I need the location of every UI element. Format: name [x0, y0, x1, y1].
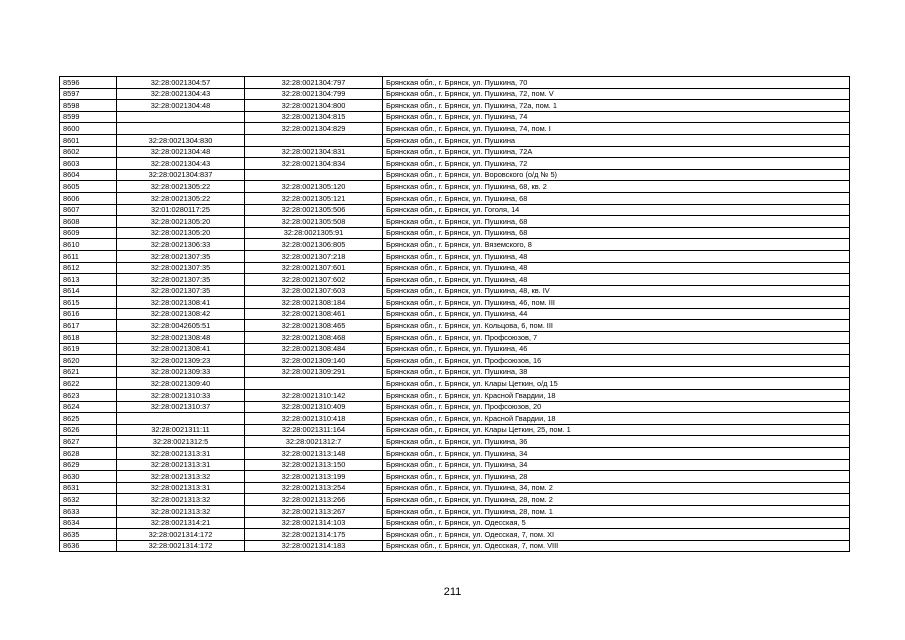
address-cell: Брянская обл., г. Брянск, ул. Кольцова, 6, пом. III — [383, 320, 850, 332]
row-number-cell: 8621 — [60, 366, 117, 378]
object-cadastral-number-cell: 32:28:0021304:800 — [245, 100, 383, 112]
row-number-cell: 8627 — [60, 436, 117, 448]
land-cadastral-number-cell: 32:28:0021311:11 — [117, 424, 245, 436]
address-cell: Брянская обл., г. Брянск, ул. Пушкина, 68 — [383, 227, 850, 239]
address-cell: Брянская обл., г. Брянск, ул. Пушкина, 48 — [383, 274, 850, 286]
land-cadastral-number-cell: 32:28:0021304:837 — [117, 169, 245, 181]
address-cell: Брянская обл., г. Брянск, ул. Гоголя, 14 — [383, 204, 850, 216]
table-row — [60, 308, 850, 320]
table-body — [60, 77, 850, 552]
land-cadastral-number-cell — [117, 413, 245, 425]
address-cell: Брянская обл., г. Брянск, ул. Пушкина, 28, пом. 1 — [383, 505, 850, 517]
row-number-cell: 8611 — [60, 250, 117, 262]
land-cadastral-number-cell: 32:28:0021309:23 — [117, 355, 245, 367]
address-cell: Брянская обл., г. Брянск, ул. Пушкина, 46, пом. III — [383, 297, 850, 309]
row-number-cell: 8607 — [60, 204, 117, 216]
object-cadastral-number-cell: 32:28:0021308:468 — [245, 332, 383, 344]
land-cadastral-number-cell: 32:28:0021305:22 — [117, 192, 245, 204]
row-number-cell: 8597 — [60, 88, 117, 100]
address-cell: Брянская обл., г. Брянск, ул. Пушкина, 46 — [383, 343, 850, 355]
object-cadastral-number-cell — [245, 169, 383, 181]
table-row — [60, 366, 850, 378]
land-cadastral-number-cell: 32:28:0021304:48 — [117, 146, 245, 158]
address-cell: Брянская обл., г. Брянск, ул. Красной Гвардии, 18 — [383, 413, 850, 425]
object-cadastral-number-cell: 32:28:0021314:183 — [245, 540, 383, 552]
table-row — [60, 158, 850, 170]
object-cadastral-number-cell: 32:28:0021313:150 — [245, 459, 383, 471]
row-number-cell: 8628 — [60, 448, 117, 460]
land-cadastral-number-cell: 32:28:0021305:20 — [117, 216, 245, 228]
land-cadastral-number-cell: 32:28:0021304:48 — [117, 100, 245, 112]
table-row — [60, 285, 850, 297]
land-cadastral-number-cell: 32:28:0021314:172 — [117, 529, 245, 541]
table-row — [60, 529, 850, 541]
land-cadastral-number-cell: 32:28:0021314:21 — [117, 517, 245, 529]
address-cell: Брянская обл., г. Брянск, ул. Пушкина, 48, кв. IV — [383, 285, 850, 297]
table-row — [60, 343, 850, 355]
object-cadastral-number-cell: 32:28:0021307:218 — [245, 250, 383, 262]
row-number-cell: 8615 — [60, 297, 117, 309]
object-cadastral-number-cell: 32:28:0021305:120 — [245, 181, 383, 193]
object-cadastral-number-cell: 32:28:0021314:175 — [245, 529, 383, 541]
table-row — [60, 77, 850, 89]
table-row — [60, 494, 850, 506]
address-cell: Брянская обл., г. Брянск, ул. Пушкина, 48 — [383, 250, 850, 262]
address-cell: Брянская обл., г. Брянск, ул. Пушкина, 70 — [383, 77, 850, 89]
land-cadastral-number-cell: 32:28:0021304:43 — [117, 88, 245, 100]
object-cadastral-number-cell: 32:28:0021304:831 — [245, 146, 383, 158]
land-cadastral-number-cell: 32:01:0280117:25 — [117, 204, 245, 216]
address-cell: Брянская обл., г. Брянск, ул. Профсоюзов, 16 — [383, 355, 850, 367]
row-number-cell: 8610 — [60, 239, 117, 251]
address-cell: Брянская обл., г. Брянск, ул. Пушкина, 72 — [383, 158, 850, 170]
object-cadastral-number-cell: 32:28:0021304:799 — [245, 88, 383, 100]
row-number-cell: 8612 — [60, 262, 117, 274]
table-row — [60, 146, 850, 158]
table-row — [60, 320, 850, 332]
row-number-cell: 8631 — [60, 482, 117, 494]
table-row — [60, 401, 850, 413]
address-cell: Брянская обл., г. Брянск, ул. Пушкина, 38 — [383, 366, 850, 378]
row-number-cell: 8616 — [60, 308, 117, 320]
address-cell: Брянская обл., г. Брянск, ул. Пушкина — [383, 134, 850, 146]
object-cadastral-number-cell: 32:28:0021314:103 — [245, 517, 383, 529]
object-cadastral-number-cell: 32:28:0021308:465 — [245, 320, 383, 332]
land-cadastral-number-cell: 32:28:0021304:57 — [117, 77, 245, 89]
land-cadastral-number-cell: 32:28:0021304:43 — [117, 158, 245, 170]
table-row — [60, 111, 850, 123]
row-number-cell: 8622 — [60, 378, 117, 390]
table-row — [60, 262, 850, 274]
row-number-cell: 8609 — [60, 227, 117, 239]
land-cadastral-number-cell — [117, 111, 245, 123]
object-cadastral-number-cell — [245, 134, 383, 146]
table-row — [60, 448, 850, 460]
object-cadastral-number-cell: 32:28:0021313:267 — [245, 505, 383, 517]
row-number-cell: 8634 — [60, 517, 117, 529]
object-cadastral-number-cell: 32:28:0021313:266 — [245, 494, 383, 506]
table-row — [60, 204, 850, 216]
address-cell: Брянская обл., г. Брянск, ул. Профсоюзов, 20 — [383, 401, 850, 413]
address-cell: Брянская обл., г. Брянск, ул. Пушкина, 68 — [383, 192, 850, 204]
land-cadastral-number-cell: 32:28:0021308:42 — [117, 308, 245, 320]
table-row — [60, 459, 850, 471]
object-cadastral-number-cell: 32:28:0021305:121 — [245, 192, 383, 204]
row-number-cell: 8626 — [60, 424, 117, 436]
address-cell: Брянская обл., г. Брянск, ул. Пушкина, 72А — [383, 146, 850, 158]
row-number-cell: 8623 — [60, 390, 117, 402]
table-row — [60, 471, 850, 483]
row-number-cell: 8632 — [60, 494, 117, 506]
table-row — [60, 436, 850, 448]
row-number-cell: 8617 — [60, 320, 117, 332]
object-cadastral-number-cell: 32:28:0021307:603 — [245, 285, 383, 297]
object-cadastral-number-cell: 32:28:0021305:506 — [245, 204, 383, 216]
address-cell: Брянская обл., г. Брянск, ул. Пушкина, 72а, пом. 1 — [383, 100, 850, 112]
land-cadastral-number-cell: 32:28:0021304:830 — [117, 134, 245, 146]
object-cadastral-number-cell: 32:28:0021307:602 — [245, 274, 383, 286]
land-cadastral-number-cell: 32:28:0021305:22 — [117, 181, 245, 193]
object-cadastral-number-cell: 32:28:0021313:148 — [245, 448, 383, 460]
land-cadastral-number-cell: 32:28:0021312:5 — [117, 436, 245, 448]
row-number-cell: 8601 — [60, 134, 117, 146]
land-cadastral-number-cell: 32:28:0021305:20 — [117, 227, 245, 239]
table-row — [60, 192, 850, 204]
table-row — [60, 355, 850, 367]
address-cell: Брянская обл., г. Брянск, ул. Профсоюзов, 7 — [383, 332, 850, 344]
land-cadastral-number-cell: 32:28:0042605:51 — [117, 320, 245, 332]
row-number-cell: 8618 — [60, 332, 117, 344]
object-cadastral-number-cell: 32:28:0021305:508 — [245, 216, 383, 228]
land-cadastral-number-cell: 32:28:0021307:35 — [117, 262, 245, 274]
table-row — [60, 181, 850, 193]
row-number-cell: 8619 — [60, 343, 117, 355]
table-row — [60, 274, 850, 286]
row-number-cell: 8604 — [60, 169, 117, 181]
table-row — [60, 250, 850, 262]
land-cadastral-number-cell: 32:28:0021313:32 — [117, 471, 245, 483]
address-cell: Брянская обл., г. Брянск, ул. Пушкина, 74 — [383, 111, 850, 123]
row-number-cell: 8608 — [60, 216, 117, 228]
row-number-cell: 8620 — [60, 355, 117, 367]
row-number-cell: 8624 — [60, 401, 117, 413]
land-cadastral-number-cell: 32:28:0021310:33 — [117, 390, 245, 402]
address-cell: Брянская обл., г. Брянск, ул. Пушкина, 34 — [383, 459, 850, 471]
address-cell: Брянская обл., г. Брянск, ул. Пушкина, 36 — [383, 436, 850, 448]
table-row — [60, 169, 850, 181]
table-row — [60, 100, 850, 112]
object-cadastral-number-cell: 32:28:0021304:815 — [245, 111, 383, 123]
land-cadastral-number-cell: 32:28:0021313:32 — [117, 505, 245, 517]
land-cadastral-number-cell: 32:28:0021314:172 — [117, 540, 245, 552]
table-row — [60, 424, 850, 436]
land-cadastral-number-cell: 32:28:0021307:35 — [117, 285, 245, 297]
table-row — [60, 540, 850, 552]
land-cadastral-number-cell: 32:28:0021307:35 — [117, 250, 245, 262]
cadastral-table — [59, 76, 850, 552]
row-number-cell: 8603 — [60, 158, 117, 170]
row-number-cell: 8600 — [60, 123, 117, 135]
address-cell: Брянская обл., г. Брянск, ул. Одесская, 7, пом. XI — [383, 529, 850, 541]
object-cadastral-number-cell: 32:28:0021308:184 — [245, 297, 383, 309]
object-cadastral-number-cell: 32:28:0021308:461 — [245, 308, 383, 320]
row-number-cell: 8635 — [60, 529, 117, 541]
land-cadastral-number-cell: 32:28:0021313:32 — [117, 494, 245, 506]
land-cadastral-number-cell: 32:28:0021308:41 — [117, 343, 245, 355]
land-cadastral-number-cell: 32:28:0021313:31 — [117, 482, 245, 494]
table-row — [60, 505, 850, 517]
object-cadastral-number-cell: 32:28:0021309:291 — [245, 366, 383, 378]
land-cadastral-number-cell: 32:28:0021310:37 — [117, 401, 245, 413]
object-cadastral-number-cell: 32:28:0021304:829 — [245, 123, 383, 135]
row-number-cell: 8629 — [60, 459, 117, 471]
row-number-cell: 8614 — [60, 285, 117, 297]
address-cell: Брянская обл., г. Брянск, ул. Пушкина, 28 — [383, 471, 850, 483]
object-cadastral-number-cell: 32:28:0021304:834 — [245, 158, 383, 170]
object-cadastral-number-cell: 32:28:0021304:797 — [245, 77, 383, 89]
table-row — [60, 332, 850, 344]
address-cell: Брянская обл., г. Брянск, ул. Красной Гвардии, 18 — [383, 390, 850, 402]
row-number-cell: 8598 — [60, 100, 117, 112]
page-number: 211 — [443, 586, 462, 598]
table-row — [60, 88, 850, 100]
land-cadastral-number-cell: 32:28:0021313:31 — [117, 459, 245, 471]
row-number-cell: 8636 — [60, 540, 117, 552]
address-cell: Брянская обл., г. Брянск, ул. Вяземского, 8 — [383, 239, 850, 251]
table-row — [60, 390, 850, 402]
row-number-cell: 8599 — [60, 111, 117, 123]
object-cadastral-number-cell: 32:28:0021312:7 — [245, 436, 383, 448]
row-number-cell: 8633 — [60, 505, 117, 517]
object-cadastral-number-cell: 32:28:0021306:805 — [245, 239, 383, 251]
table-row — [60, 378, 850, 390]
table-row — [60, 413, 850, 425]
address-cell: Брянская обл., г. Брянск, ул. Одесская, 7, пом. VIII — [383, 540, 850, 552]
land-cadastral-number-cell: 32:28:0021309:40 — [117, 378, 245, 390]
row-number-cell: 8605 — [60, 181, 117, 193]
object-cadastral-number-cell: 32:28:0021310:409 — [245, 401, 383, 413]
address-cell: Брянская обл., г. Брянск, ул. Пушкина, 48 — [383, 262, 850, 274]
address-cell: Брянская обл., г. Брянск, ул. Пушкина, 68, кв. 2 — [383, 181, 850, 193]
land-cadastral-number-cell: 32:28:0021307:35 — [117, 274, 245, 286]
table-row — [60, 482, 850, 494]
table-row — [60, 227, 850, 239]
address-cell: Брянская обл., г. Брянск, ул. Одесская, 5 — [383, 517, 850, 529]
object-cadastral-number-cell: 32:28:0021313:199 — [245, 471, 383, 483]
address-cell: Брянская обл., г. Брянск, ул. Пушкина, 72, пом. V — [383, 88, 850, 100]
object-cadastral-number-cell: 32:28:0021308:484 — [245, 343, 383, 355]
table-row — [60, 239, 850, 251]
object-cadastral-number-cell: 32:28:0021310:142 — [245, 390, 383, 402]
table-row — [60, 134, 850, 146]
object-cadastral-number-cell — [245, 378, 383, 390]
address-cell: Брянская обл., г. Брянск, ул. Пушкина, 34 — [383, 448, 850, 460]
object-cadastral-number-cell: 32:28:0021307:601 — [245, 262, 383, 274]
land-cadastral-number-cell: 32:28:0021308:48 — [117, 332, 245, 344]
address-cell: Брянская обл., г. Брянск, ул. Пушкина, 68 — [383, 216, 850, 228]
address-cell: Брянская обл., г. Брянск, ул. Клары Цеткин, 25, пом. 1 — [383, 424, 850, 436]
row-number-cell: 8625 — [60, 413, 117, 425]
row-number-cell: 8606 — [60, 192, 117, 204]
row-number-cell: 8596 — [60, 77, 117, 89]
object-cadastral-number-cell: 32:28:0021313:254 — [245, 482, 383, 494]
land-cadastral-number-cell — [117, 123, 245, 135]
address-cell: Брянская обл., г. Брянск, ул. Воровского (о/д № 5) — [383, 169, 850, 181]
table-row — [60, 517, 850, 529]
row-number-cell: 8630 — [60, 471, 117, 483]
object-cadastral-number-cell: 32:28:0021310:418 — [245, 413, 383, 425]
table-row — [60, 297, 850, 309]
address-cell: Брянская обл., г. Брянск, ул. Пушкина, 74, пом. I — [383, 123, 850, 135]
row-number-cell: 8602 — [60, 146, 117, 158]
address-cell: Брянская обл., г. Брянск, ул. Пушкина, 44 — [383, 308, 850, 320]
address-cell: Брянская обл., г. Брянск, ул. Пушкина, 34, пом. 2 — [383, 482, 850, 494]
land-cadastral-number-cell: 32:28:0021313:31 — [117, 448, 245, 460]
object-cadastral-number-cell: 32:28:0021311:164 — [245, 424, 383, 436]
row-number-cell: 8613 — [60, 274, 117, 286]
object-cadastral-number-cell: 32:28:0021309:140 — [245, 355, 383, 367]
address-cell: Брянская обл., г. Брянск, ул. Клары Цеткин, о/д 15 — [383, 378, 850, 390]
table-row — [60, 123, 850, 135]
object-cadastral-number-cell: 32:28:0021305:91 — [245, 227, 383, 239]
land-cadastral-number-cell: 32:28:0021306:33 — [117, 239, 245, 251]
land-cadastral-number-cell: 32:28:0021308:41 — [117, 297, 245, 309]
table-row — [60, 216, 850, 228]
land-cadastral-number-cell: 32:28:0021309:33 — [117, 366, 245, 378]
address-cell: Брянская обл., г. Брянск, ул. Пушкина, 28, пом. 2 — [383, 494, 850, 506]
